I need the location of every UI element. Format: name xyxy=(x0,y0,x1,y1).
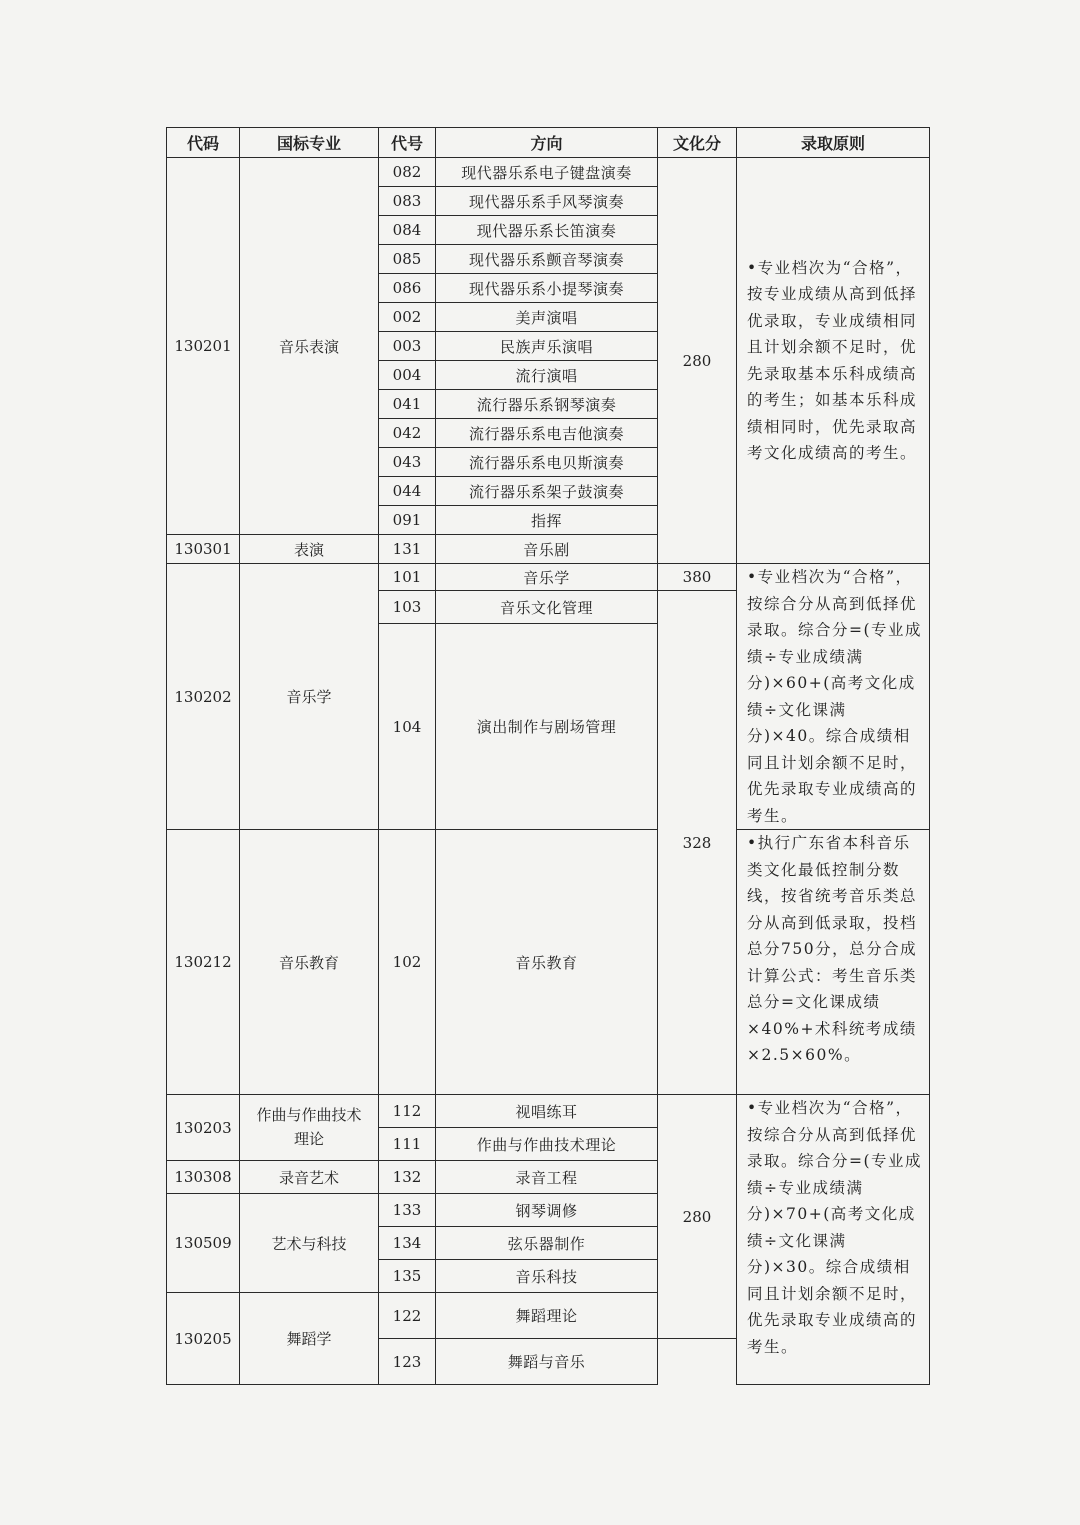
num-cell: 134 xyxy=(379,1227,436,1260)
admission-table xyxy=(166,127,930,1385)
direction-cell: 现代器乐系电子键盘演奏 xyxy=(436,158,658,187)
table-row xyxy=(167,1095,930,1128)
direction-cell: 现代器乐系长笛演奏 xyxy=(436,216,658,245)
direction-cell: 钢琴调修 xyxy=(436,1194,658,1227)
num-cell: 086 xyxy=(379,274,436,303)
header-code: 代码 xyxy=(167,128,240,158)
major-cell: 录音艺术 xyxy=(240,1161,379,1194)
num-cell: 084 xyxy=(379,216,436,245)
num-cell: 004 xyxy=(379,361,436,390)
num-cell: 133 xyxy=(379,1194,436,1227)
num-cell: 003 xyxy=(379,332,436,361)
direction-cell: 现代器乐系手风琴演奏 xyxy=(436,187,658,216)
num-cell: 041 xyxy=(379,390,436,419)
num-cell: 002 xyxy=(379,303,436,332)
major-cell: 音乐学 xyxy=(240,564,379,830)
direction-cell: 演出制作与剧场管理 xyxy=(436,624,658,830)
header-admission-rule: 录取原则 xyxy=(737,128,930,158)
direction-cell: 民族声乐演唱 xyxy=(436,332,658,361)
code-cell: 130301 xyxy=(167,535,240,564)
culture-score-cell: 280 xyxy=(658,1095,737,1339)
admission-rule-cell: •专业档次为“合格”，按专业成绩从高到低择优录取，专业成绩相同且计划余额不足时，优先录取基本乐科成绩高的考生；如基本乐科成绩相同时，优先录取高考文化成绩高的考生。 xyxy=(737,158,930,564)
major-cell: 表演 xyxy=(240,535,379,564)
direction-cell: 音乐学 xyxy=(436,564,658,591)
table-row xyxy=(167,564,930,591)
direction-cell: 音乐文化管理 xyxy=(436,591,658,624)
num-cell: 091 xyxy=(379,506,436,535)
culture-score-cell: 380 xyxy=(658,564,737,591)
num-cell: 135 xyxy=(379,1260,436,1293)
direction-cell: 流行器乐系电吉他演奏 xyxy=(436,419,658,448)
num-cell: 104 xyxy=(379,624,436,830)
code-cell: 130308 xyxy=(167,1161,240,1194)
direction-cell: 指挥 xyxy=(436,506,658,535)
direction-cell: 流行器乐系架子鼓演奏 xyxy=(436,477,658,506)
header-direction: 方向 xyxy=(436,128,658,158)
code-cell: 130202 xyxy=(167,564,240,830)
code-cell: 130212 xyxy=(167,830,240,1095)
culture-score-cell: 280 xyxy=(658,158,737,564)
direction-cell: 现代器乐系小提琴演奏 xyxy=(436,274,658,303)
culture-score-cell: 328 xyxy=(658,591,737,1095)
direction-cell: 舞蹈理论 xyxy=(436,1293,658,1339)
table-row xyxy=(167,830,930,1095)
num-cell: 082 xyxy=(379,158,436,187)
major-cell: 音乐教育 xyxy=(240,830,379,1095)
direction-cell: 流行演唱 xyxy=(436,361,658,390)
table-row xyxy=(167,158,930,187)
num-cell: 122 xyxy=(379,1293,436,1339)
num-cell: 111 xyxy=(379,1128,436,1161)
num-cell: 112 xyxy=(379,1095,436,1128)
num-cell: 085 xyxy=(379,245,436,274)
num-cell: 131 xyxy=(379,535,436,564)
header-row xyxy=(167,128,930,158)
direction-cell: 弦乐器制作 xyxy=(436,1227,658,1260)
direction-cell: 现代器乐系颤音琴演奏 xyxy=(436,245,658,274)
direction-cell: 音乐科技 xyxy=(436,1260,658,1293)
admission-rule-cell: •专业档次为“合格”，按综合分从高到低择优录取。综合分=(专业成绩÷专业成绩满分)×60+(高考文化成绩÷文化课满分)×40。综合成绩相同且计划余额不足时，优先录取专业成绩高的考生。 xyxy=(737,564,930,830)
major-cell: 艺术与科技 xyxy=(240,1194,379,1293)
direction-cell: 流行器乐系钢琴演奏 xyxy=(436,390,658,419)
header-culture-score: 文化分 xyxy=(658,128,737,158)
direction-cell: 音乐教育 xyxy=(436,830,658,1095)
code-cell: 130509 xyxy=(167,1194,240,1293)
num-cell: 102 xyxy=(379,830,436,1095)
num-cell: 101 xyxy=(379,564,436,591)
header-num: 代号 xyxy=(379,128,436,158)
direction-cell: 录音工程 xyxy=(436,1161,658,1194)
header-major: 国标专业 xyxy=(240,128,379,158)
major-cell: 音乐表演 xyxy=(240,158,379,535)
num-cell: 042 xyxy=(379,419,436,448)
direction-cell: 作曲与作曲技术理论 xyxy=(436,1128,658,1161)
num-cell: 132 xyxy=(379,1161,436,1194)
num-cell: 083 xyxy=(379,187,436,216)
direction-cell: 舞蹈与音乐 xyxy=(436,1339,658,1385)
code-cell: 130201 xyxy=(167,158,240,535)
direction-cell: 美声演唱 xyxy=(436,303,658,332)
code-cell: 130205 xyxy=(167,1293,240,1385)
direction-cell: 视唱练耳 xyxy=(436,1095,658,1128)
admission-rule-cell: •专业档次为“合格”，按综合分从高到低择优录取。综合分=(专业成绩÷专业成绩满分)×70+(高考文化成绩÷文化课满分)×30。综合成绩相同且计划余额不足时，优先录取专业成绩高的考生。 xyxy=(737,1095,930,1385)
direction-cell: 音乐剧 xyxy=(436,535,658,564)
num-cell: 103 xyxy=(379,591,436,624)
num-cell: 123 xyxy=(379,1339,436,1385)
num-cell: 043 xyxy=(379,448,436,477)
direction-cell: 流行器乐系电贝斯演奏 xyxy=(436,448,658,477)
admission-rule-cell: •执行广东省本科音乐类文化最低控制分数线，按省统考音乐类总分从高到低录取，投档总分750分，总分合成计算公式：考生音乐类总分=文化课成绩×40%+术科统考成绩×2.5×60%。 xyxy=(737,830,930,1095)
num-cell: 044 xyxy=(379,477,436,506)
major-cell: 作曲与作曲技术理论 xyxy=(240,1095,379,1161)
code-cell: 130203 xyxy=(167,1095,240,1161)
major-cell: 舞蹈学 xyxy=(240,1293,379,1385)
